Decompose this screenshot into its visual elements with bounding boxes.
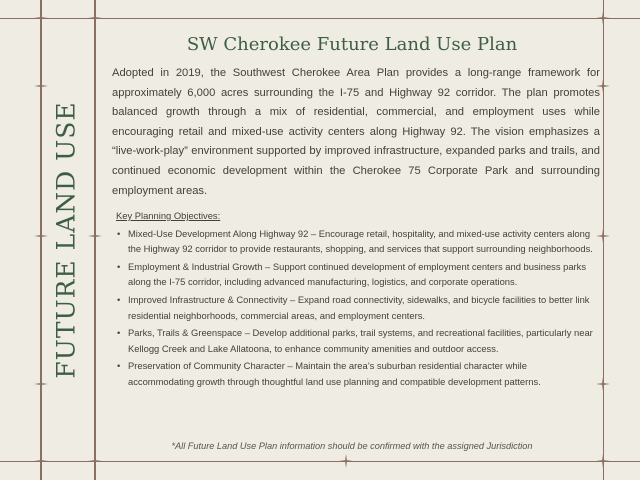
star-ornament-icon <box>339 454 353 468</box>
star-ornament-icon <box>88 454 102 468</box>
star-ornament-icon <box>34 229 48 243</box>
side-title: FUTURE LAND USE <box>51 101 81 379</box>
star-ornament-icon <box>34 454 48 468</box>
star-ornament-icon <box>34 11 48 25</box>
star-ornament-icon <box>596 377 610 391</box>
star-ornament-icon <box>596 11 610 25</box>
star-ornament-icon <box>596 454 610 468</box>
objectives-section <box>116 208 594 392</box>
star-ornament-icon <box>596 229 610 243</box>
intro-paragraph: Adopted in 2019, the Southwest Cherokee Area Plan provides a long-range framework for approximately 6,000 acres surrounding the I-75 and Highway 92 corridor. The plan promotes balanced growth through a mix of residential, commercial, and employment uses while encouraging retail and mixed-use activity centers along Highway 92. The vision emphasizes a “live-work-play” environment supported by improved infrastructure, expanded parks and trails, and continued economic development within the Cherokee 75 Corporate Park and surrounding employment areas. <box>112 67 600 197</box>
star-ornament-icon <box>88 229 102 243</box>
list-item: • Mixed-Use Development Along Highway 92 – Encourage retail, hospitality, and mixed-use activity centers along the Highway 92 corridor to provide restaurants, shopping, and services that support surrounding neighborhoods. <box>116 226 594 257</box>
objectives-list <box>116 226 594 390</box>
page-title: SW Cherokee Future Land Use Plan <box>186 34 518 55</box>
star-ornament-icon <box>88 11 102 25</box>
star-ornament-icon <box>34 79 48 93</box>
footnote: *All Future Land Use Plan information should be confirmed with the assigned Jurisdiction <box>171 441 533 451</box>
list-item: • Parks, Trails & Greenspace – Develop additional parks, trail systems, and recreational facilities, particularly near Kellogg Creek and Lake Allatoona, to enhance community amenities and outdoor access. <box>116 325 594 356</box>
list-item: • Employment & Industrial Growth – Support continued development of employment centers and business parks along the I-75 corridor, including advanced manufacturing, logistics, and corporate operations. <box>116 259 594 290</box>
star-ornament-icon <box>34 377 48 391</box>
objectives-heading: Key Planning Objectives: <box>116 210 221 221</box>
list-item: • Preservation of Community Character – Maintain the area’s suburban residential character while accommodating growth through thoughtful land use planning and compatible development patterns. <box>116 358 594 389</box>
list-item: • Improved Infrastructure & Connectivity – Expand road connectivity, sidewalks, and bicycle facilities to better link residential neighborhoods, commercial areas, and employment centers. <box>116 292 594 323</box>
